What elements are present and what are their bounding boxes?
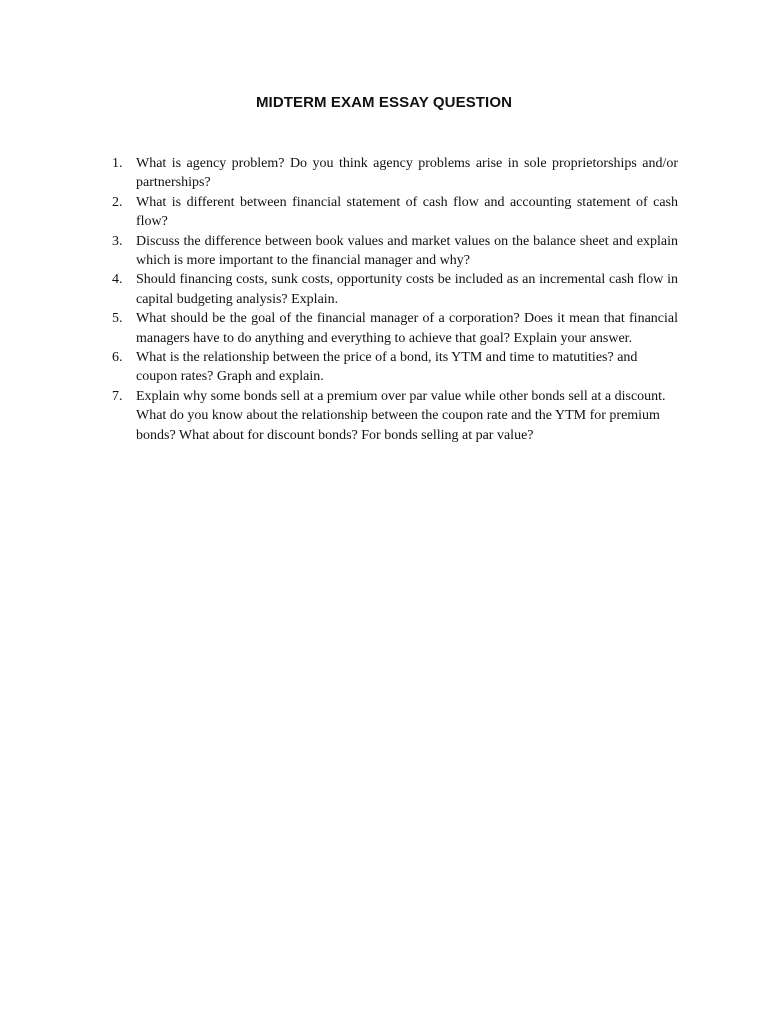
question-item <box>112 387 678 445</box>
question-item <box>112 154 678 193</box>
question-text: Discuss the difference between book values and market values on the balance sheet and explain which is more important to the financial manager and why? <box>136 233 678 269</box>
question-list <box>112 154 678 445</box>
question-number: 5. <box>112 311 123 327</box>
question-number: 7. <box>112 388 123 404</box>
question-number: 6. <box>112 350 123 366</box>
question-text: Explain why some bonds sell at a premium over par value while other bonds sell at a discount. What do you know about the relationship between the coupon rate and the YTM for premium bonds? What about for discount bonds? For bonds selling at par value? <box>136 388 666 443</box>
question-number: 3. <box>112 233 123 249</box>
question-item <box>112 232 678 271</box>
question-item <box>112 270 678 309</box>
question-item <box>112 309 678 348</box>
question-item <box>112 193 678 232</box>
question-item <box>112 348 678 387</box>
question-number: 1. <box>112 156 123 171</box>
question-number: 2. <box>112 194 123 210</box>
question-number: 4. <box>112 272 123 288</box>
question-text: What is agency problem? Do you think agency problems arise in sole proprietorships and/or partnerships? <box>136 156 678 191</box>
question-text: Should financing costs, sunk costs, opportunity costs be included as an incremental cash flow in capital budgeting analysis? Explain. <box>136 272 678 307</box>
question-text: What is different between financial statement of cash flow and accounting statement of cash flow? <box>136 194 678 230</box>
question-text: What should be the goal of the financial manager of a corporation? Does it mean that financial managers have to do anything and everything to achieve that goal? Explain your answer. <box>136 311 678 346</box>
document-title: MIDTERM EXAM ESSAY QUESTION <box>255 94 513 111</box>
question-text: What is the relationship between the price of a bond, its YTM and time to matutities? and coupon rates? Graph and explain. <box>136 350 638 385</box>
